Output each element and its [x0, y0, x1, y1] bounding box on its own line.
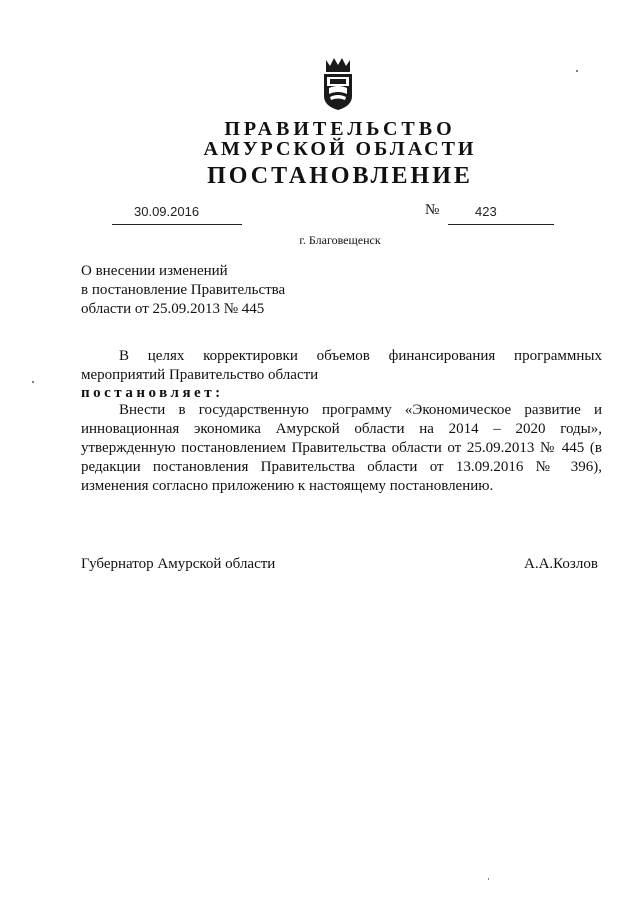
document-subject [81, 262, 285, 319]
coat-of-arms-icon [318, 56, 358, 112]
subject-line-2: в постановление Правительства [81, 282, 286, 298]
date-field [112, 204, 242, 225]
organization-name-line-2: АМУРСКОЙ ОБЛАСТИ [203, 138, 477, 160]
subject-line-3: области от 25.09.2013 № 445 [81, 301, 265, 317]
scan-speck [488, 878, 489, 880]
signatory-role: Губернатор Амурской области [81, 556, 276, 572]
signatory-name: А.А.Козлов [524, 556, 598, 572]
scan-speck [32, 381, 34, 383]
subject-line-1: О внесении изменений [81, 263, 228, 279]
resolves-keyword: постановляет: [81, 385, 224, 401]
city-name: г. Благовещенск [299, 233, 381, 247]
resolution-paragraph: Внести в государственную программу «Экономическое развитие и инновационная экономика Амурской области на 2014 – 2020 годы», утвержденную постановлением Правительства области от 25.09.2013 № 445 (в редакции постановления Правительства области от 13.09.2016 № 396), изменения согласно приложению к настоящему постановлению. [81, 402, 602, 494]
number-field [448, 204, 554, 225]
number-sign: № [425, 202, 440, 218]
document-number: 423 [475, 204, 497, 219]
document-type: ПОСТАНОВЛЕНИЕ [207, 163, 473, 189]
organization-name-line-1: ПРАВИТЕЛЬСТВО [224, 118, 456, 140]
document-date: 30.09.2016 [134, 204, 200, 219]
preamble-paragraph: В целях корректировки объемов финансирования программных мероприятий Правительство области [81, 348, 602, 383]
scan-speck [576, 70, 578, 72]
